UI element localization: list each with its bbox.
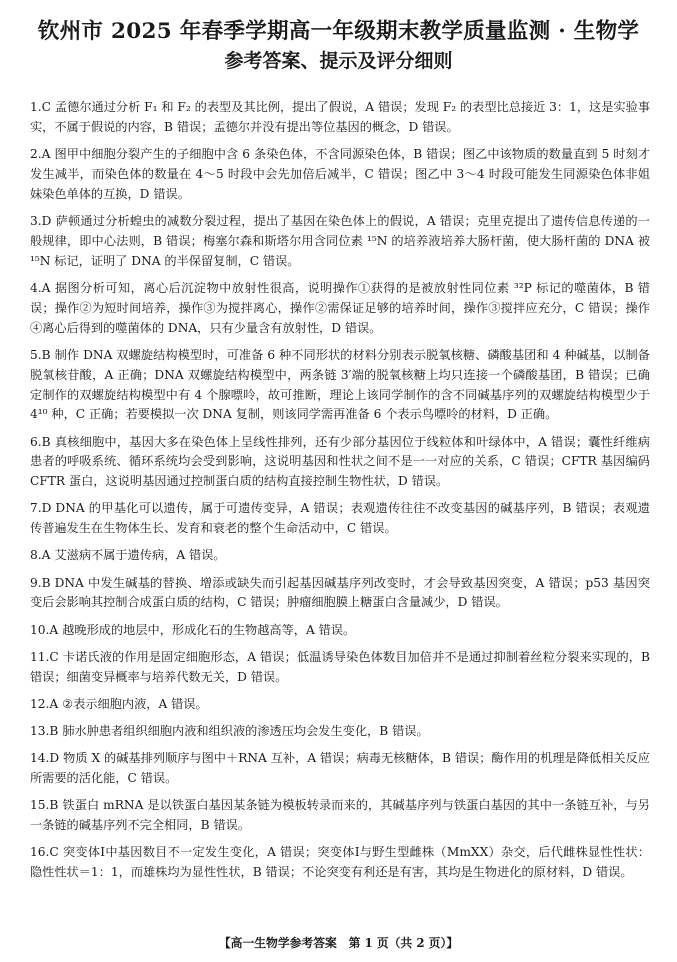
page-footer: 【高一生物学参考答案 第 1 页（共 2 页）】 <box>218 936 459 950</box>
answer-item <box>30 695 650 715</box>
answer-item <box>30 749 650 789</box>
question-number: 10. <box>30 622 50 637</box>
question-number: 13. <box>30 723 50 738</box>
answer-explanation: 突变体Ⅰ中基因数目不一定发生变化，A 错误；突变体Ⅰ与野生型雌株（MmXX）杂交，后代雌株显性性状：隐性性状＝1：1，而雄株均为显性性状，B 错误；不论突变有利还是有害，其均是生物进化的原材料，D 错误。 <box>30 844 650 879</box>
answer-choice: A <box>41 548 51 563</box>
question-number: 2. <box>30 147 42 161</box>
question-number: 16. <box>30 844 50 859</box>
answer-choice: B <box>41 434 51 449</box>
answer-choice: C <box>49 649 59 664</box>
question-number: 5. <box>30 347 42 362</box>
answer-choice: D <box>49 750 60 765</box>
answer-item <box>30 722 650 742</box>
answer-explanation: 图甲中细胞分裂产生的子细胞中含 6 条染色体，不含同源染色体，B 错误；图乙中该物质的数量直到 5 时刻才发生减半，而染色体的数量在 4～5 时段中会先加倍后减半，C 错误；图乙中 3～4 时段可能发生同源染色体非姐妹染色单体的互换，D 错误。 <box>30 147 650 201</box>
answer-choice: C <box>41 100 51 114</box>
answer-item <box>30 98 650 138</box>
question-number: 4. <box>30 280 42 295</box>
question-number: 11. <box>30 649 50 664</box>
answer-choice: D <box>41 213 52 228</box>
answer-list <box>30 98 650 890</box>
answer-choice: C <box>49 844 59 859</box>
answer-item <box>30 212 650 272</box>
answer-item <box>30 145 650 205</box>
answer-choice: B <box>41 347 51 362</box>
answer-explanation: DNA 的甲基化可以遗传，属于可遗传变异，A 错误；表观遗传往往不改变基因的碱基序列，B 错误；表观遗传普遍发生在生物体生长、发育和衰老的整个生命活动中，C 错误。 <box>30 501 650 536</box>
answer-choice: B <box>49 797 59 812</box>
answer-explanation: 物质 X 的碱基排列顺序与图中＋RNA 互补，A 错误；病毒无核糖体，B 错误；酶作用的机理是降低相关反应所需要的活化能，C 错误。 <box>30 750 650 785</box>
answer-explanation: 卡诺氏液的作用是固定细胞形态，A 错误；低温诱导染色体数目加倍并不是通过抑制着丝粒分裂来实现的，B 错误；细菌变异概率与培养代数无关，D 错误。 <box>30 649 650 684</box>
question-number: 1. <box>30 100 42 114</box>
question-number: 14. <box>30 750 50 765</box>
answer-explanation: 肺水肿患者组织细胞内液和组织液的渗透压均会发生变化，B 错误。 <box>62 723 429 738</box>
answer-item <box>30 796 650 836</box>
answer-explanation: 制作 DNA 双螺旋结构模型时，可准备 6 种不同形状的材料分别表示脱氧核糖、磷酸基团和 4 种碱基，以制备脱氧核苷酸，A 正确；DNA 双螺旋结构模型中，两条链 3′端的脱氧核糖上均只连接一个磷酸基团，B 错误；已确定制作的双螺旋结构模型中有 4 个腺嘌呤，故可推断，理论上该同学制作的含不同碱基序列的双螺旋结构模型少于 4¹⁰ 种，C 正确；若要模拟一次 DNA 复制，则该同学需再准备 6 个表示鸟嘌呤的材料，D 正确。 <box>30 347 650 422</box>
question-number: 12. <box>30 696 50 711</box>
question-number: 3. <box>30 213 42 228</box>
answer-item <box>30 346 650 426</box>
answer-item <box>30 648 650 688</box>
page-title: 钦州市 2025 年春季学期高一年级期末教学质量监测 · 生物学 <box>37 19 640 44</box>
answer-item <box>30 499 650 539</box>
answer-item <box>30 843 650 883</box>
answer-item <box>30 279 650 339</box>
question-number: 6. <box>30 434 42 449</box>
answer-explanation: DNA 中发生碱基的替换、增添或缺失而引起基因碱基序列改变时，才会导致基因突变，A 错误；p53 基因突变后会影响其控制合成蛋白质的结构，C 错误；肿瘤细胞膜上糖蛋白含量减少，D 错误。 <box>30 575 650 610</box>
answer-choice: A <box>49 622 59 637</box>
answer-explanation: 越晚形成的地层中，形成化石的生物越高等，A 错误。 <box>62 622 356 637</box>
question-number: 8. <box>30 548 42 563</box>
page-subtitle: 参考答案、提示及评分细则 <box>224 50 453 72</box>
answer-choice: B <box>41 575 51 590</box>
answer-choice: A <box>49 696 59 711</box>
answer-choice: D <box>41 501 52 516</box>
question-number: 9. <box>30 575 42 590</box>
question-number: 15. <box>30 797 50 812</box>
answer-item <box>30 546 650 566</box>
answer-explanation: 孟德尔通过分析 F₁ 和 F₂ 的表型及其比例，提出了假说，A 错误；发现 F₂ 的表型比总接近 3：1，这是实验事实，不属于假说的内容，B 错误；孟德尔并没有提出等位基因的概念，D 错误。 <box>30 100 650 134</box>
answer-item <box>30 574 650 614</box>
answer-choice: B <box>49 723 59 738</box>
answer-choice: A <box>41 280 51 295</box>
answer-explanation: 艾滋病不属于遗传病，A 错误。 <box>54 548 226 563</box>
answer-item <box>30 433 650 493</box>
answer-explanation: 据图分析可知，离心后沉淀物中放射性很高，说明操作①获得的是被放射性同位素 ³²P 标记的噬菌体，B 错误；操作②为短时间培养，操作③为搅拌离心，操作②需保证足够的培养时间，操作③搅拌应充分，C 错误；操作④离心后得到的噬菌体的 DNA，只有少量含有放射性，D 错误。 <box>30 280 650 335</box>
answer-explanation: ②表示细胞内液，A 错误。 <box>62 696 208 711</box>
answer-explanation: 铁蛋白 mRNA 是以铁蛋白基因某条链为模板转录而来的，其碱基序列与铁蛋白基因的其中一条链互补，与另一条链的碱基序列不完全相同，B 错误。 <box>30 797 650 832</box>
answer-explanation: 萨顿通过分析蝗虫的减数分裂过程，提出了基因在染色体上的假说，A 错误；克里克提出了遗传信息传递的一般规律，即中心法则，B 错误；梅塞尔森和斯塔尔用含同位素 ¹⁵N 的培养液培养大肠杆菌，使大肠杆菌的 DNA 被 ¹⁵N 标记，证明了 DNA 的半保留复制，C 错误。 <box>30 213 650 268</box>
answer-explanation: 真核细胞中，基因大多在染色体上呈线性排列，还有少部分基因位于线粒体和叶绿体中，A 错误；囊性纤维病患者的呼吸系统、循环系统均会受到影响，这说明基因和性状之间不是一一对应的关系，C 错误；CFTR 基因编码 CFTR 蛋白，这说明基因通过控制蛋白质的结构直接控制生物性状，D 错误。 <box>30 434 650 489</box>
answer-item <box>30 621 650 641</box>
answer-choice: A <box>41 147 51 161</box>
question-number: 7. <box>30 501 42 516</box>
